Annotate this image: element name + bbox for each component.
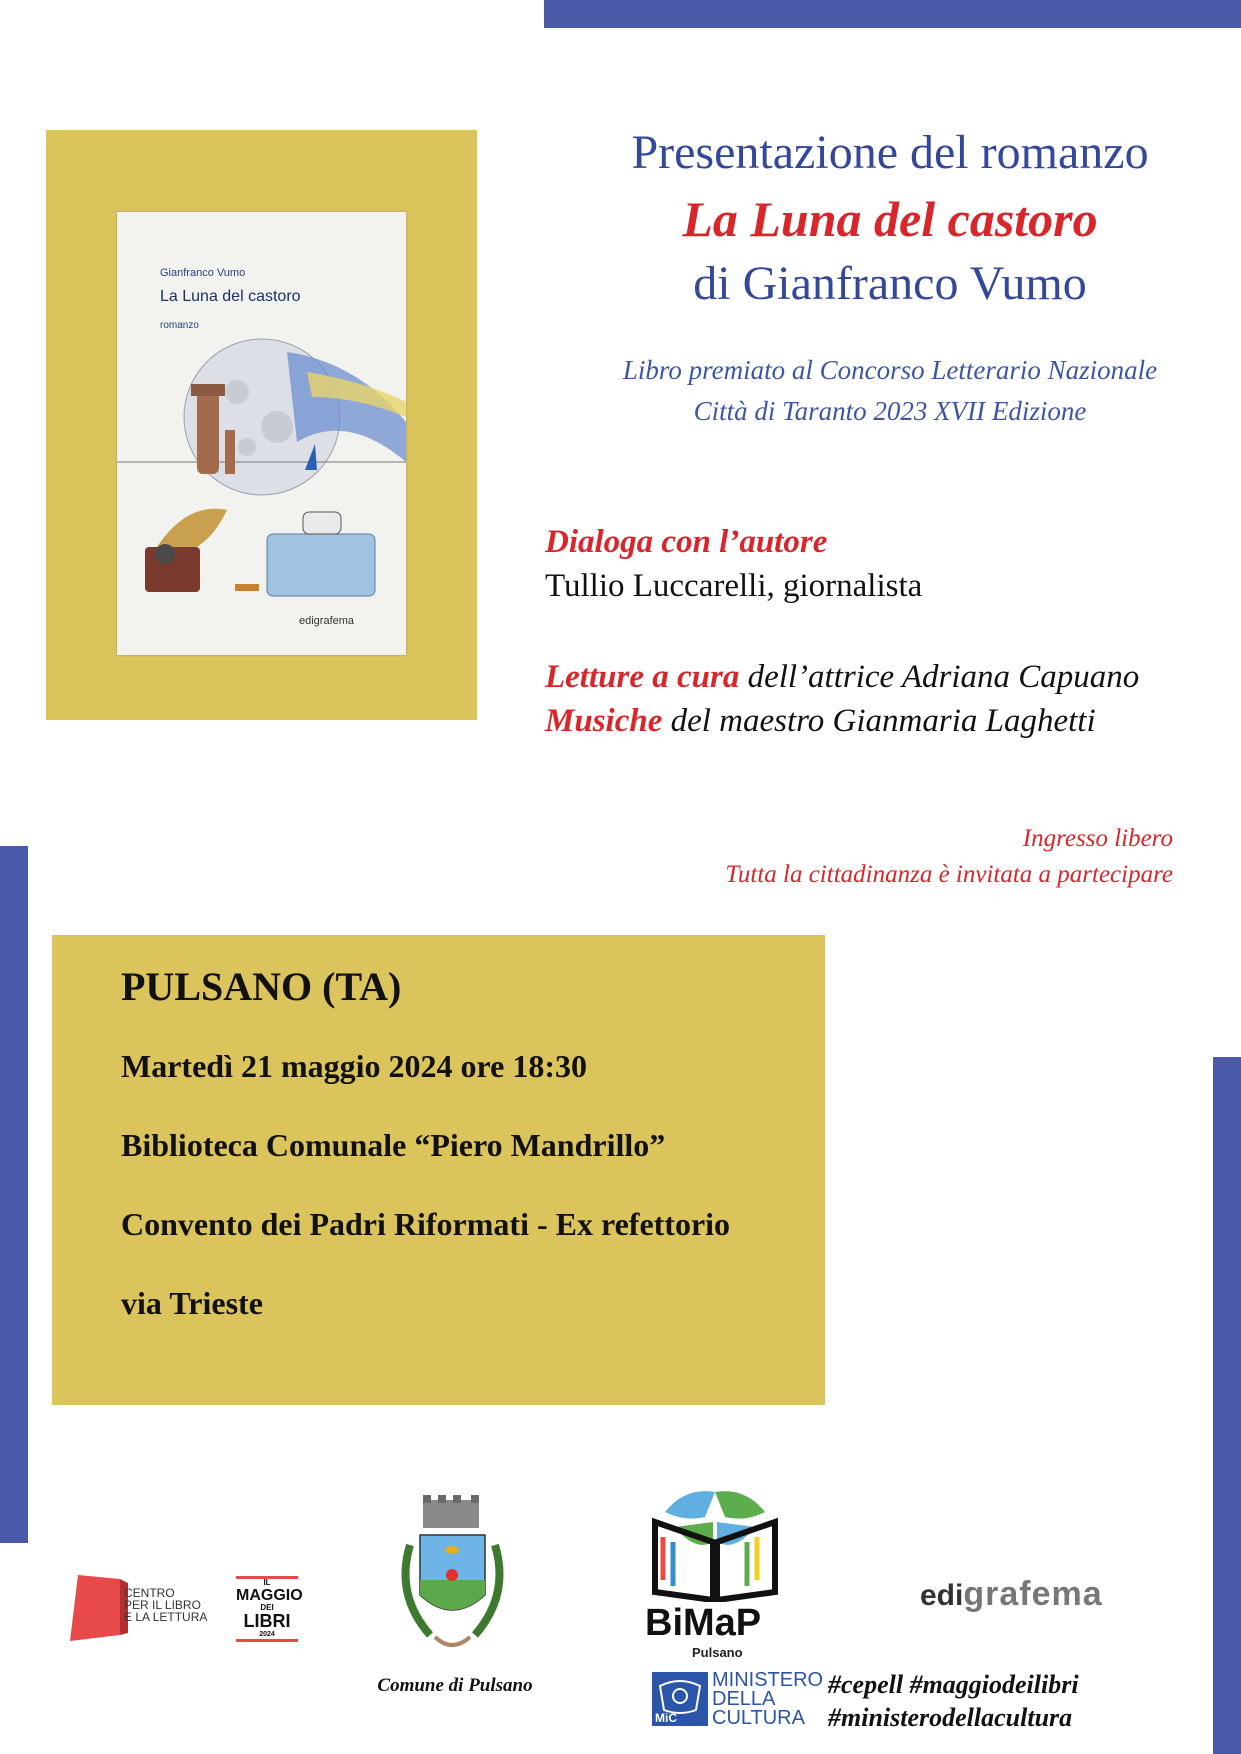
venue-box [52,935,825,1405]
musiche-line [545,699,1096,743]
top-accent-bar [544,0,1241,28]
comune-caption: Comune di Pulsano [377,1675,533,1696]
award-text [560,350,1220,432]
right-accent-bar [1213,1057,1241,1754]
cover-genre: romanzo [160,320,199,331]
edigrafema-logo [920,1575,1103,1614]
ministero-line-3: CULTURA [712,1707,805,1729]
author-line: di Gianfranco Vumo [693,257,1087,310]
maggio-word: MAGGIO [236,1587,303,1604]
musiche-label: Musiche [545,703,663,739]
award-line-2: Città di Taranto 2023 XVII Edizione [693,396,1087,426]
invito-cittadinanza: Tutta la cittadinanza è invitata a partecipare [725,861,1173,888]
book-title: La Luna del castoro [682,191,1098,247]
musiche-rest: del maestro Gianmaria Laghetti [662,703,1096,739]
cepell-logo-icon [70,1575,130,1641]
hashtags [828,1668,1079,1734]
bimap-book-icon [645,1482,785,1602]
ministero-logo [712,1671,823,1728]
venue-place: Convento dei Padri Riformati - Ex refettorio [121,1206,731,1242]
venue-city: PULSANO (TA) [121,964,402,1009]
venue-street: via Trieste [121,1285,263,1321]
venue-datetime: Martedì 21 maggio 2024 ore 18:30 [121,1048,587,1084]
book-cover [117,212,406,655]
ministero-line-1: MINISTERO [712,1669,824,1691]
cepell-logo [124,1587,207,1623]
hashtags-line-1: #cepell #maggiodeilibri [828,1670,1079,1699]
mic-badge: MiC [655,1711,677,1725]
maggio-il: IL [263,1578,271,1587]
edigrafema-rest: grafema [963,1575,1103,1613]
maggio-dei: DEI [260,1603,274,1612]
ministero-emblem-icon [652,1672,708,1726]
letture-line [545,655,1139,699]
bimap-sub: Pulsano [692,1645,743,1660]
venue-library: Biblioteca Comunale “Piero Mandrillo” [121,1127,666,1163]
cover-publisher: edigrafema [299,615,355,627]
maggio-libri: LIBRI [243,1611,291,1631]
dialoga-person: Tullio Luccarelli, giornalista [545,568,923,604]
cover-author: Gianfranco Vumo [160,267,246,279]
cepell-line-1: CENTRO [124,1586,175,1600]
maggio-year: 2024 [259,1631,275,1638]
ministero-line-2: DELLA [712,1688,776,1710]
presentation-line: Presentazione del romanzo [631,126,1149,179]
comune-pulsano-coat-of-arms-icon [390,1495,515,1660]
cover-title: La Luna del castoro [160,288,301,305]
ingresso-libero: Ingresso libero [1022,825,1173,852]
left-accent-bar [0,846,28,1543]
letture-rest: dell’attrice Adriana Capuano [739,659,1140,695]
cepell-line-3: E LA LETTURA [124,1610,208,1624]
cepell-line-2: PER IL LIBRO [124,1598,201,1612]
maggio-dei-libri-logo [236,1576,303,1642]
bimap-logo: BiMaP [645,1602,762,1644]
dialoga-label: Dialoga con l’autore [545,524,828,560]
award-line-1: Libro premiato al Concorso Letterario Nazionale [622,355,1158,385]
hashtags-line-2: #ministerodellacultura [828,1703,1073,1732]
edigrafema-prefix: edi [920,1579,964,1612]
letture-label: Letture a cura [545,659,740,695]
